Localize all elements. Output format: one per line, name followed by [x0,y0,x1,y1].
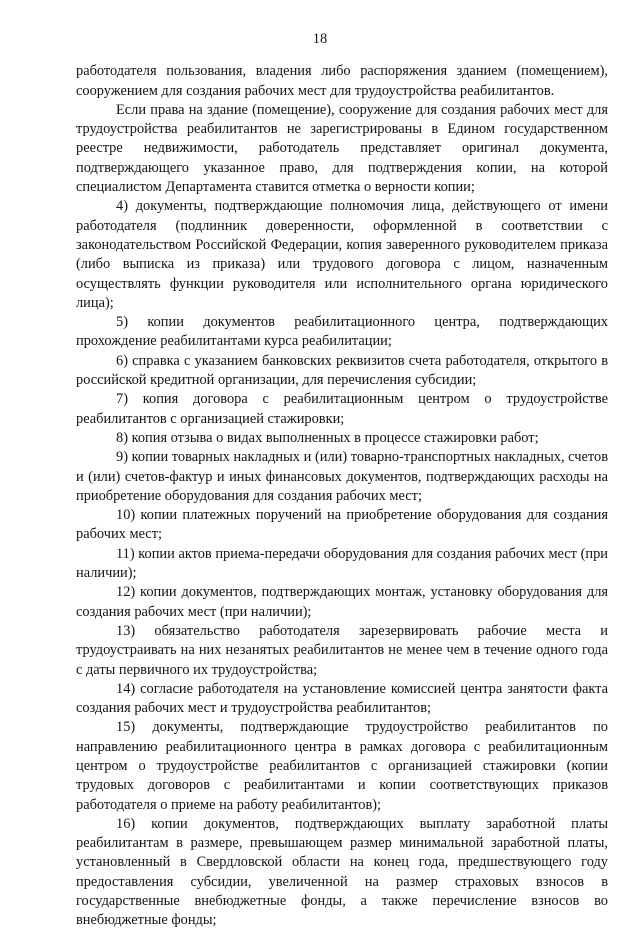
list-item-6: 6) справка с указанием банковских реквизитов счета работодателя, открытого в российской кредитной организации, для перечисления субсидии; [76,352,608,389]
list-item-7: 7) копия договора с реабилитационным центром о трудоустройстве реабилитантов с организацией стажировки; [76,391,608,427]
page-number: 18 [312,31,328,47]
list-item-9: 9) копии товарных накладных и (или) товарно-транспортных накладных, счетов и (или) счетов-фактур и иных финансовых документов, подтверждающих расходы на приобретение оборудования для создания рабочих мест; [76,449,608,504]
list-item-12: 12) копии документов, подтверждающих монтаж, установку оборудования для создания рабочих мест (при наличии); [76,584,608,620]
list-item-13: 13) обязательство работодателя зарезервировать рабочие места и трудоустраивать на них незанятых реабилитантов не менее чем в течение одного года с даты первичного их трудоустройства; [76,622,608,678]
list-item-16: 16) копии документов, подтверждающих выплату заработной платы реабилитантам в размере, превышающем размер минимальной заработной платы, установленный в Свердловской области на конец года, предшествующего году предоставления субсидии, увеличенной на размер страховых взносов в государственные внебюджетные фонды, а также перечисление взносов во внебюджетные фонды; [76,815,608,929]
paragraph-rights-registration: Если права на здание (помещение), сооружение для создания рабочих мест для трудоустройства реабилитантов не зарегистрированы в Едином государственном реестре недвижимости, работодатель представляет оригинал документа, подтверждающего указанное право, для подтверждения копии, на которой специалистом Департамента ставится отметка о верности копии; [76,101,608,196]
list-item-14: 14) согласие работодателя на установление комиссией центра занятости факта создания рабочих мест и трудоустройства реабилитантов; [76,680,608,717]
list-item-5: 5) копии документов реабилитационного центра, подтверждающих прохождение реабилитантами курса реабилитации; [76,314,608,350]
list-item-10: 10) копии платежных поручений на приобретение оборудования для создания рабочих мест; [76,507,608,543]
list-item-8: 8) копия отзыва о видах выполненных в процессе стажировки работ; [116,429,539,446]
document-body [76,62,608,930]
paragraph-continuation: работодателя пользования, владения либо распоряжения зданием (помещением), сооружением для создания рабочих мест для трудоустройства реабилитантов. [76,63,608,99]
list-item-11: 11) копии актов приема-передачи оборудования для создания рабочих мест (при наличии); [76,545,608,582]
list-item-4: 4) документы, подтверждающие полномочия лица, действующего от имени работодателя (подлинник доверенности, оформленной в соответствии с законодательством Российской Федерации, копия заверенного руководителем приказа (либо выписка из приказа) или трудового договора с лицом, назначенным осуществлять функции руководителя или исполнительного органа юридического лица); [76,198,608,311]
list-item-15: 15) документы, подтверждающие трудоустройство реабилитантов по направлению реабилитационного центра в рамках договора с реабилитационным центром о трудоустройстве реабилитантов с организацией стажировки (копии трудовых договоров с реабилитантами и копии соответствующих приказов работодателя о приеме на работу реабилитантов); [76,719,608,813]
